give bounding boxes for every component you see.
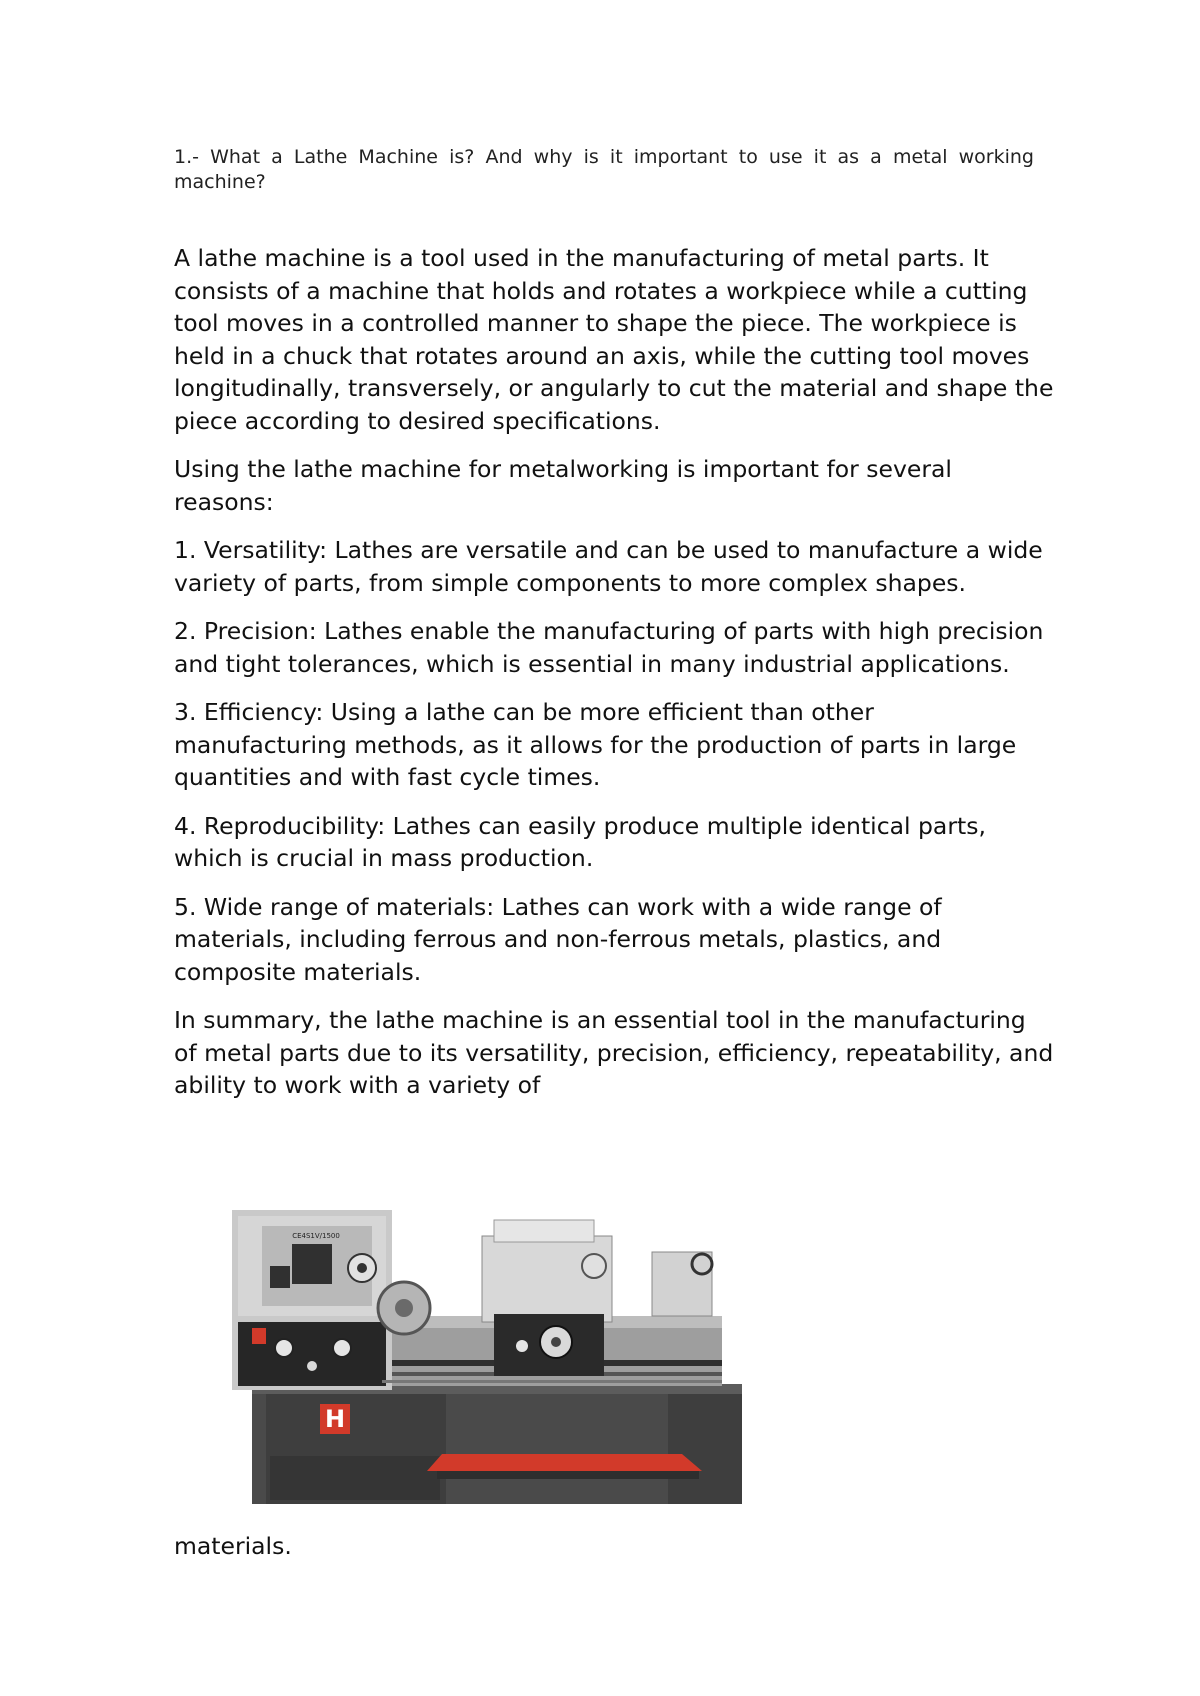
- lathe-machine-image: [232, 1196, 772, 1510]
- carriage: [482, 1236, 612, 1322]
- lathe-machine-illustration: [232, 1196, 772, 1510]
- lead-screw: [382, 1380, 722, 1383]
- model-plate: CE4S1V/1500: [292, 1232, 340, 1240]
- chip-tray: [427, 1454, 702, 1471]
- list-item-precision: 2. Precision: Lathes enable the manufacturing of parts with high precision and tight tolerances, which is essential in many industrial applications.: [174, 617, 1044, 678]
- list-item-reproducibility: 4. Reproducibility: Lathes can easily produce multiple identical parts, which is crucial in mass production.: [174, 811, 986, 872]
- list-item-efficiency: 3. Efficiency: Using a lathe can be more efficient than other manufacturing methods, as it allows for the production of parts in large quantities and with fast cycle times.: [174, 698, 1017, 791]
- brand-logo-letter: H: [324, 1405, 346, 1433]
- list-item-versatility: 1. Versatility: Lathes are versatile and can be used to manufacture a wide variety of parts, from simple components to more complex shapes.: [174, 536, 1043, 597]
- paragraph-summary: In summary, the lathe machine is an essential tool in the manufacturing of metal parts due to its versatility, precision, efficiency, repeatability, and ability to work with a variety of: [174, 1006, 1054, 1099]
- paragraph-intro-reasons: Using the lathe machine for metalworking is important for several reasons:: [174, 455, 952, 516]
- paragraph-continuation: materials.: [174, 1532, 292, 1560]
- list-item-materials: 5. Wide range of materials: Lathes can work with a wide range of materials, including ferrous and non-ferrous metals, plastics, and composite materials.: [174, 892, 942, 986]
- question-heading: 1.- What a Lathe Machine is? And why is it important to use it as a metal working machine?: [174, 146, 1034, 193]
- tailstock: [652, 1252, 712, 1316]
- paragraph-definition: A lathe machine is a tool used in the manufacturing of metal parts. It consists of a machine that holds and rotates a workpiece while a cutting tool moves in a controlled manner to shape the piece. The workpiece is held in a chuck that rotates around an axis, while the cutting tool moves longitudinally, transversely, or angularly to cut the material and shape the piece according to desired specifications.: [174, 244, 1054, 435]
- answer-body: [174, 242, 1054, 1118]
